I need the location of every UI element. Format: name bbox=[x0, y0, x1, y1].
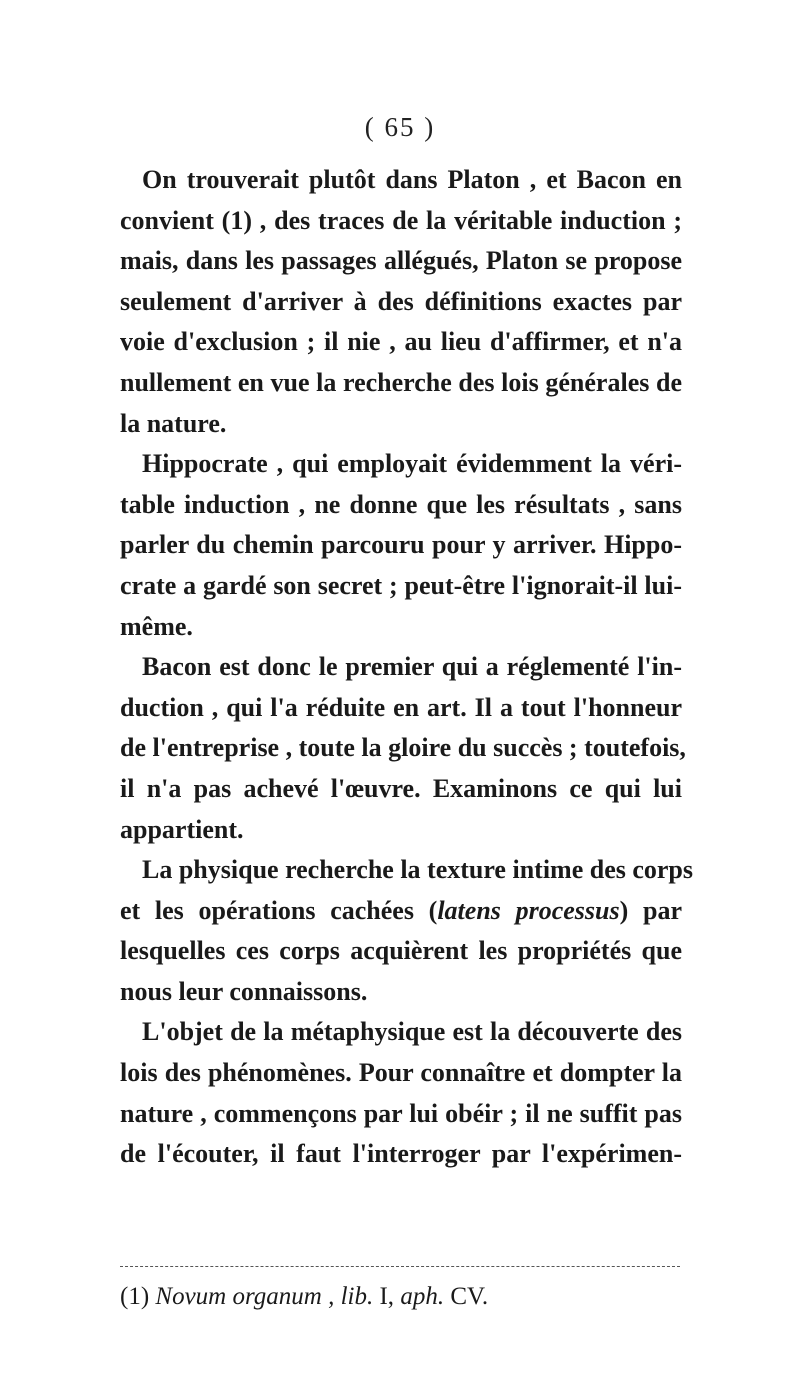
text-line: appartient. bbox=[120, 814, 244, 844]
text-line: lesquelles ces corps acquièrent les propriétés que bbox=[120, 936, 682, 966]
text-line: même. bbox=[120, 611, 193, 641]
footnote-book-number: I, bbox=[379, 1283, 395, 1310]
text-line: nature , commençons par lui obéir ; il ne suffit pas bbox=[120, 1098, 682, 1128]
footnote-ref: CV. bbox=[450, 1283, 489, 1310]
page-number: ( 65 ) bbox=[364, 112, 436, 142]
text-line: Bacon est donc le premier qui a réglementé l'in- bbox=[142, 652, 682, 682]
text-segment: ) par bbox=[619, 895, 682, 925]
text-line: de l'écouter, il faut l'interroger par l'expérimen- bbox=[120, 1139, 682, 1169]
text-line: convient (1) , des traces de la véritable induction ; bbox=[120, 205, 682, 235]
footnote-divider bbox=[120, 1266, 680, 1267]
footnote-aph: aph. bbox=[400, 1283, 445, 1310]
footnote-title: Novum organum , lib. bbox=[155, 1283, 374, 1310]
text-line: mais, dans les passages allégués, Platon se propose bbox=[120, 246, 682, 276]
latin-term: latens processus bbox=[437, 895, 620, 925]
text-line: de l'entreprise , toute la gloire du succès ; toutefois, bbox=[120, 733, 686, 763]
text-line: la nature. bbox=[120, 408, 227, 438]
text-line: nullement en vue la recherche des lois générales de bbox=[120, 367, 682, 397]
text-line: lois des phénomènes. Pour connaître et dompter la bbox=[120, 1058, 682, 1088]
text-line: La physique recherche la texture intime des corps bbox=[142, 855, 694, 885]
text-line: table induction , ne donne que les résultats , sans bbox=[120, 489, 682, 519]
text-segment: et les opérations cachées ( bbox=[120, 895, 438, 925]
text-line: seulement d'arriver à des définitions exactes par bbox=[120, 286, 682, 316]
footnote bbox=[120, 1280, 680, 1314]
text-line: parler du chemin parcouru pour y arriver. Hippo- bbox=[120, 530, 682, 560]
text-line: crate a gardé son secret ; peut-être l'ignorait-il lui- bbox=[120, 570, 682, 600]
text-line: duction , qui l'a réduite en art. Il a tout l'honneur bbox=[120, 692, 682, 722]
text-line: il n'a pas achevé l'œuvre. Examinons ce qui lui bbox=[120, 773, 682, 803]
text-line-mixed bbox=[120, 891, 682, 932]
footnote-marker: (1) bbox=[120, 1283, 150, 1310]
body-text bbox=[120, 160, 694, 1175]
text-line: nous leur connaissons. bbox=[120, 976, 368, 1006]
text-line: L'objet de la métaphysique est la découverte des bbox=[142, 1017, 682, 1047]
text-line: On trouverait plutôt dans Platon , et Bacon en bbox=[142, 165, 682, 194]
text-line: voie d'exclusion ; il nie , au lieu d'affirmer, et n'a bbox=[120, 327, 682, 357]
text-line: Hippocrate , qui employait évidemment la véri- bbox=[142, 449, 682, 479]
